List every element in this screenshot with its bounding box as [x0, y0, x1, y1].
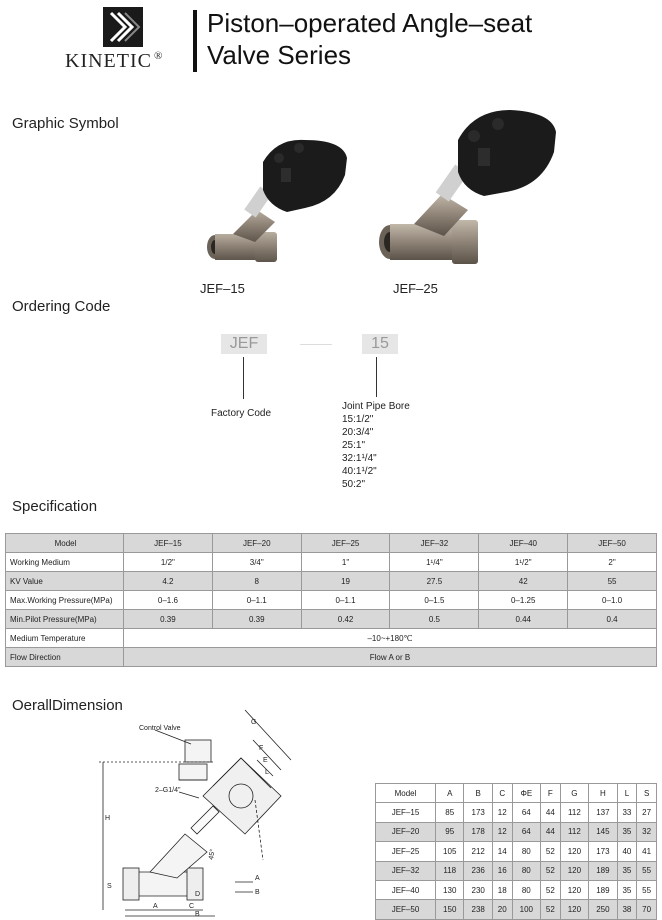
- code-separator: [300, 344, 332, 345]
- dim-label-a: A: [153, 903, 158, 910]
- table-row: JEF–50 150 238 20 100 52 120 250 38 70: [376, 900, 657, 919]
- bore-leader: [376, 357, 377, 397]
- section-ordering-code: Ordering Code: [12, 298, 111, 315]
- brand-name: KINETIC ®: [65, 50, 164, 72]
- page-title: Piston–operated Angle–seat Valve Series: [207, 8, 533, 70]
- control-valve-label: Control Valve: [139, 725, 181, 732]
- factory-code-leader: [243, 357, 244, 399]
- code-size-box: 15: [362, 334, 398, 354]
- table-header-row: Model A B C ΦE F G H L S: [376, 784, 657, 803]
- table-header-row: Model JEF–15 JEF–20 JEF–25 JEF–32 JEF–40 JEF–50: [6, 534, 657, 553]
- section-graphic-symbol: Graphic Symbol: [12, 115, 119, 132]
- dim-label-c: C: [189, 903, 195, 910]
- brand-logo-icon: [103, 7, 143, 47]
- title-divider: [193, 10, 197, 72]
- table-row: Min.Pilot Pressure(MPa) 0.39 0.39 0.42 0.5 0.44 0.4: [6, 610, 657, 629]
- bore-list: Joint Pipe Bore 15:1/2" 20:3/4" 25:1" 32:1¹/4" 40:1¹/2" 50:2": [342, 401, 410, 490]
- port-label: 2–G1/4": [155, 787, 181, 794]
- product-caption-jef15: JEF–15: [200, 281, 245, 296]
- dim-label-f: F: [259, 745, 264, 752]
- table-row: JEF–25 105 212 14 80 52 120 173 40 41: [376, 842, 657, 861]
- factory-code-label: Factory Code: [211, 408, 272, 419]
- dimension-table: [375, 783, 657, 920]
- table-row: JEF–15 85 173 12 64 44 112 137 33 27: [376, 803, 657, 822]
- section-specification: Specification: [12, 498, 98, 515]
- table-row: Medium Temperature –10~+180℃: [6, 629, 657, 648]
- product-caption-jef25: JEF–25: [393, 281, 438, 296]
- table-row: Max.Working Pressure(MPa) 0–1.6 0–1.1 0–1.1 0–1.5 0–1.25 0–1.0: [6, 591, 657, 610]
- table-row: Flow Direction Flow A or B: [6, 648, 657, 667]
- dim-label-d: D: [195, 891, 201, 898]
- table-row: JEF–40 130 230 18 80 52 120 189 35 55: [376, 880, 657, 899]
- angle-label: 45°: [208, 848, 217, 861]
- flow-label-b: B: [255, 889, 260, 896]
- dim-label-s: S: [107, 883, 112, 890]
- specification-table: [5, 533, 657, 667]
- valve-jef25-image: [370, 100, 570, 275]
- dim-label-b: B: [195, 911, 200, 918]
- dimension-drawing: [95, 700, 365, 918]
- dim-label-h: H: [105, 815, 111, 822]
- dim-label-l: L: [265, 769, 269, 776]
- table-row: JEF–32 118 236 16 80 52 120 189 35 55: [376, 861, 657, 880]
- dim-label-g: G: [251, 719, 257, 726]
- flow-label-a: A: [255, 875, 260, 882]
- section-overall-dimension: OerallDimension: [12, 697, 123, 714]
- table-row: Working Medium 1/2" 3/4" 1" 1¹/4" 1¹/2" 2": [6, 553, 657, 572]
- valve-jef15-image: [195, 130, 365, 275]
- dim-label-e: E: [263, 757, 268, 764]
- table-row: KV Value 4.2 8 19 27.5 42 55: [6, 572, 657, 591]
- table-row: JEF–20 95 178 12 64 44 112 145 35 32: [376, 822, 657, 841]
- code-prefix-box: JEF: [221, 334, 267, 354]
